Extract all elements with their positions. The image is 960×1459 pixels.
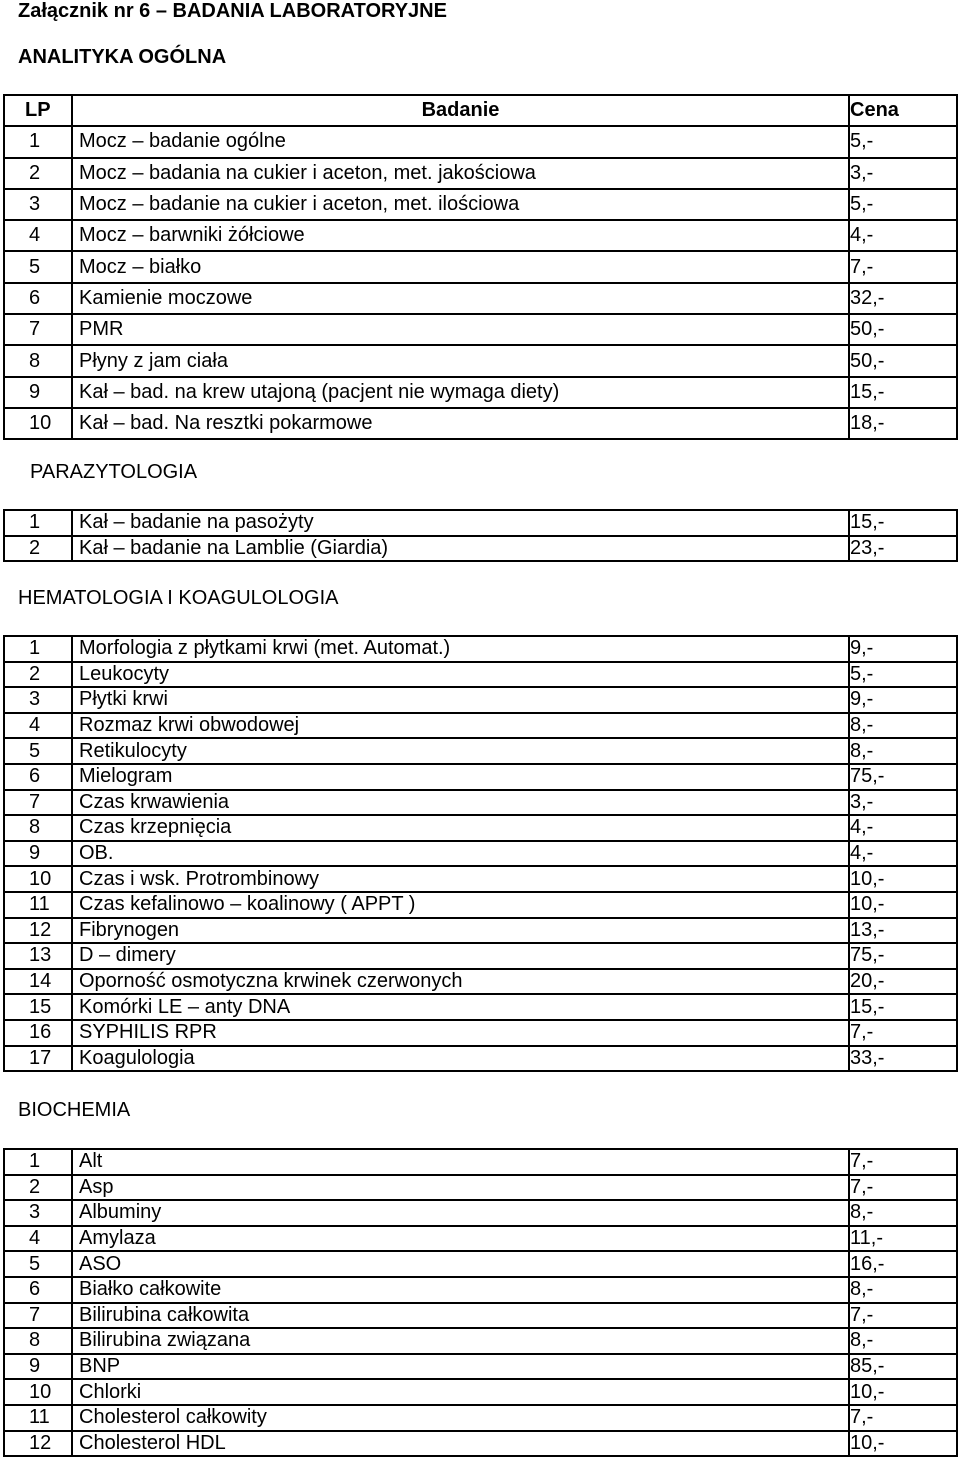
row-price: 23,- xyxy=(849,536,957,562)
row-lp: 5 xyxy=(4,251,72,282)
table-parazytologia xyxy=(3,509,958,562)
row-lp: 12 xyxy=(4,918,72,944)
row-test-name: Chlorki xyxy=(72,1379,849,1405)
row-price: 8,- xyxy=(849,1200,957,1226)
table-row xyxy=(4,510,957,536)
row-lp: 7 xyxy=(4,1303,72,1329)
header-cena: Cena xyxy=(849,95,957,126)
row-lp: 1 xyxy=(4,510,72,536)
row-lp: 1 xyxy=(4,636,72,662)
table-row xyxy=(4,189,957,220)
row-price: 15,- xyxy=(849,377,957,408)
table-row xyxy=(4,1328,957,1354)
row-test-name: OB. xyxy=(72,841,849,867)
row-price: 16,- xyxy=(849,1251,957,1277)
table-row xyxy=(4,918,957,944)
row-price: 7,- xyxy=(849,1175,957,1201)
row-lp: 11 xyxy=(4,892,72,918)
row-lp: 5 xyxy=(4,1251,72,1277)
table-row xyxy=(4,1303,957,1329)
row-price: 8,- xyxy=(849,713,957,739)
table-row xyxy=(4,713,957,739)
table-row xyxy=(4,1046,957,1072)
row-lp: 11 xyxy=(4,1405,72,1431)
row-lp: 10 xyxy=(4,408,72,439)
row-lp: 12 xyxy=(4,1431,72,1457)
row-lp: 2 xyxy=(4,158,72,189)
row-test-name: SYPHILIS RPR xyxy=(72,1020,849,1046)
row-test-name: Mocz – barwniki żółciowe xyxy=(72,220,849,251)
table-row xyxy=(4,943,957,969)
row-price: 13,- xyxy=(849,918,957,944)
table-row xyxy=(4,994,957,1020)
row-price: 4,- xyxy=(849,841,957,867)
row-test-name: Albuminy xyxy=(72,1200,849,1226)
row-price: 33,- xyxy=(849,1046,957,1072)
row-lp: 6 xyxy=(4,1277,72,1303)
row-price: 10,- xyxy=(849,866,957,892)
table-row xyxy=(4,636,957,662)
row-lp: 9 xyxy=(4,841,72,867)
row-test-name: Mocz – badanie na cukier i aceton, met. ilościowa xyxy=(72,189,849,220)
section-title-analityka: ANALITYKA OGÓLNA xyxy=(18,46,227,68)
table-row xyxy=(4,1354,957,1380)
row-test-name: Koagulologia xyxy=(72,1046,849,1072)
row-price: 15,- xyxy=(849,510,957,536)
row-price: 15,- xyxy=(849,994,957,1020)
row-price: 7,- xyxy=(849,1303,957,1329)
table-row xyxy=(4,1149,957,1175)
row-test-name: Płytki krwi xyxy=(72,687,849,713)
row-price: 11,- xyxy=(849,1226,957,1252)
section-title-biochemia: BIOCHEMIA xyxy=(18,1099,131,1121)
table-biochemia xyxy=(3,1148,958,1457)
row-test-name: Kał – badanie na pasożyty xyxy=(72,510,849,536)
row-lp: 5 xyxy=(4,738,72,764)
table-row xyxy=(4,1379,957,1405)
table-row xyxy=(4,251,957,282)
row-test-name: Cholesterol HDL xyxy=(72,1431,849,1457)
row-price: 5,- xyxy=(849,126,957,157)
row-test-name: Bilirubina całkowita xyxy=(72,1303,849,1329)
table-row xyxy=(4,345,957,376)
row-price: 32,- xyxy=(849,283,957,314)
row-test-name: PMR xyxy=(72,314,849,345)
table-row xyxy=(4,790,957,816)
row-lp: 2 xyxy=(4,536,72,562)
header-lp: LP xyxy=(4,95,72,126)
row-lp: 1 xyxy=(4,126,72,157)
row-price: 8,- xyxy=(849,1277,957,1303)
row-test-name: Asp xyxy=(72,1175,849,1201)
row-lp: 4 xyxy=(4,713,72,739)
table-row xyxy=(4,815,957,841)
row-test-name: Mocz – białko xyxy=(72,251,849,282)
row-test-name: Czas i wsk. Protrombinowy xyxy=(72,866,849,892)
row-price: 75,- xyxy=(849,764,957,790)
row-lp: 9 xyxy=(4,377,72,408)
row-lp: 8 xyxy=(4,345,72,376)
row-test-name: Białko całkowite xyxy=(72,1277,849,1303)
section-title-parazytologia: PARAZYTOLOGIA xyxy=(30,461,198,483)
row-test-name: Kał – badanie na Lamblie (Giardia) xyxy=(72,536,849,562)
table-row xyxy=(4,1200,957,1226)
table-row xyxy=(4,969,957,995)
row-lp: 3 xyxy=(4,189,72,220)
row-lp: 13 xyxy=(4,943,72,969)
row-price: 75,- xyxy=(849,943,957,969)
row-test-name: Płyny z jam ciała xyxy=(72,345,849,376)
row-test-name: Rozmaz krwi obwodowej xyxy=(72,713,849,739)
row-lp: 9 xyxy=(4,1354,72,1380)
section-title-hematologia: HEMATOLOGIA I KOAGULOLOGIA xyxy=(18,587,339,609)
table-hematologia xyxy=(3,635,958,1072)
table-row xyxy=(4,1431,957,1457)
table-row xyxy=(4,126,957,157)
row-lp: 3 xyxy=(4,1200,72,1226)
row-lp: 10 xyxy=(4,866,72,892)
table-row xyxy=(4,866,957,892)
row-lp: 6 xyxy=(4,764,72,790)
table-row xyxy=(4,1226,957,1252)
row-lp: 2 xyxy=(4,662,72,688)
row-price: 8,- xyxy=(849,1328,957,1354)
row-lp: 8 xyxy=(4,1328,72,1354)
row-price: 8,- xyxy=(849,738,957,764)
row-test-name: Kał – bad. Na resztki pokarmowe xyxy=(72,408,849,439)
row-test-name: ASO xyxy=(72,1251,849,1277)
row-price: 5,- xyxy=(849,662,957,688)
row-lp: 7 xyxy=(4,314,72,345)
row-lp: 4 xyxy=(4,220,72,251)
table-row xyxy=(4,408,957,439)
row-lp: 17 xyxy=(4,1046,72,1072)
row-test-name: BNP xyxy=(72,1354,849,1380)
row-price: 7,- xyxy=(849,1020,957,1046)
table-row xyxy=(4,764,957,790)
row-test-name: D – dimery xyxy=(72,943,849,969)
row-price: 10,- xyxy=(849,1431,957,1457)
table-row xyxy=(4,1020,957,1046)
row-price: 10,- xyxy=(849,892,957,918)
table-row xyxy=(4,1175,957,1201)
table-row xyxy=(4,687,957,713)
row-test-name: Mocz – badania na cukier i aceton, met. jakościowa xyxy=(72,158,849,189)
row-test-name: Komórki LE – anty DNA xyxy=(72,994,849,1020)
table-row xyxy=(4,283,957,314)
row-test-name: Kamienie moczowe xyxy=(72,283,849,314)
row-price: 4,- xyxy=(849,220,957,251)
row-test-name: Cholesterol całkowity xyxy=(72,1405,849,1431)
row-price: 5,- xyxy=(849,189,957,220)
row-test-name: Czas krzepnięcia xyxy=(72,815,849,841)
row-price: 3,- xyxy=(849,790,957,816)
row-price: 7,- xyxy=(849,1149,957,1175)
row-price: 9,- xyxy=(849,687,957,713)
row-lp: 16 xyxy=(4,1020,72,1046)
row-test-name: Kał – bad. na krew utajoną (pacjent nie wymaga diety) xyxy=(72,377,849,408)
row-price: 20,- xyxy=(849,969,957,995)
row-test-name: Oporność osmotyczna krwinek czerwonych xyxy=(72,969,849,995)
table-row xyxy=(4,1405,957,1431)
row-lp: 10 xyxy=(4,1379,72,1405)
table-row xyxy=(4,892,957,918)
table-row xyxy=(4,220,957,251)
table-row xyxy=(4,738,957,764)
table-row xyxy=(4,536,957,562)
row-test-name: Fibrynogen xyxy=(72,918,849,944)
header-badanie: Badanie xyxy=(72,95,849,126)
table-row xyxy=(4,158,957,189)
table-row xyxy=(4,1277,957,1303)
table-row xyxy=(4,377,957,408)
row-lp: 6 xyxy=(4,283,72,314)
document-title: Załącznik nr 6 – BADANIA LABORATORYJNE xyxy=(18,0,447,22)
row-price: 7,- xyxy=(849,1405,957,1431)
row-test-name: Leukocyty xyxy=(72,662,849,688)
row-lp: 14 xyxy=(4,969,72,995)
row-price: 3,- xyxy=(849,158,957,189)
row-lp: 2 xyxy=(4,1175,72,1201)
row-test-name: Mielogram xyxy=(72,764,849,790)
table-header-row xyxy=(4,95,957,126)
row-test-name: Czas kefalinowo – koalinowy ( APPT ) xyxy=(72,892,849,918)
table-row xyxy=(4,314,957,345)
row-test-name: Amylaza xyxy=(72,1226,849,1252)
row-test-name: Bilirubina związana xyxy=(72,1328,849,1354)
table-row xyxy=(4,841,957,867)
row-test-name: Retikulocyty xyxy=(72,738,849,764)
row-lp: 7 xyxy=(4,790,72,816)
row-price: 9,- xyxy=(849,636,957,662)
row-lp: 8 xyxy=(4,815,72,841)
row-test-name: Czas krwawienia xyxy=(72,790,849,816)
row-price: 85,- xyxy=(849,1354,957,1380)
row-lp: 4 xyxy=(4,1226,72,1252)
row-price: 50,- xyxy=(849,314,957,345)
row-price: 4,- xyxy=(849,815,957,841)
row-test-name: Mocz – badanie ogólne xyxy=(72,126,849,157)
row-lp: 3 xyxy=(4,687,72,713)
table-row xyxy=(4,662,957,688)
table-row xyxy=(4,1251,957,1277)
row-lp: 15 xyxy=(4,994,72,1020)
row-lp: 1 xyxy=(4,1149,72,1175)
row-price: 10,- xyxy=(849,1379,957,1405)
row-price: 18,- xyxy=(849,408,957,439)
row-test-name: Alt xyxy=(72,1149,849,1175)
row-price: 7,- xyxy=(849,251,957,282)
row-test-name: Morfologia z płytkami krwi (met. Automat.) xyxy=(72,636,849,662)
table-analityka xyxy=(3,94,958,440)
row-price: 50,- xyxy=(849,345,957,376)
